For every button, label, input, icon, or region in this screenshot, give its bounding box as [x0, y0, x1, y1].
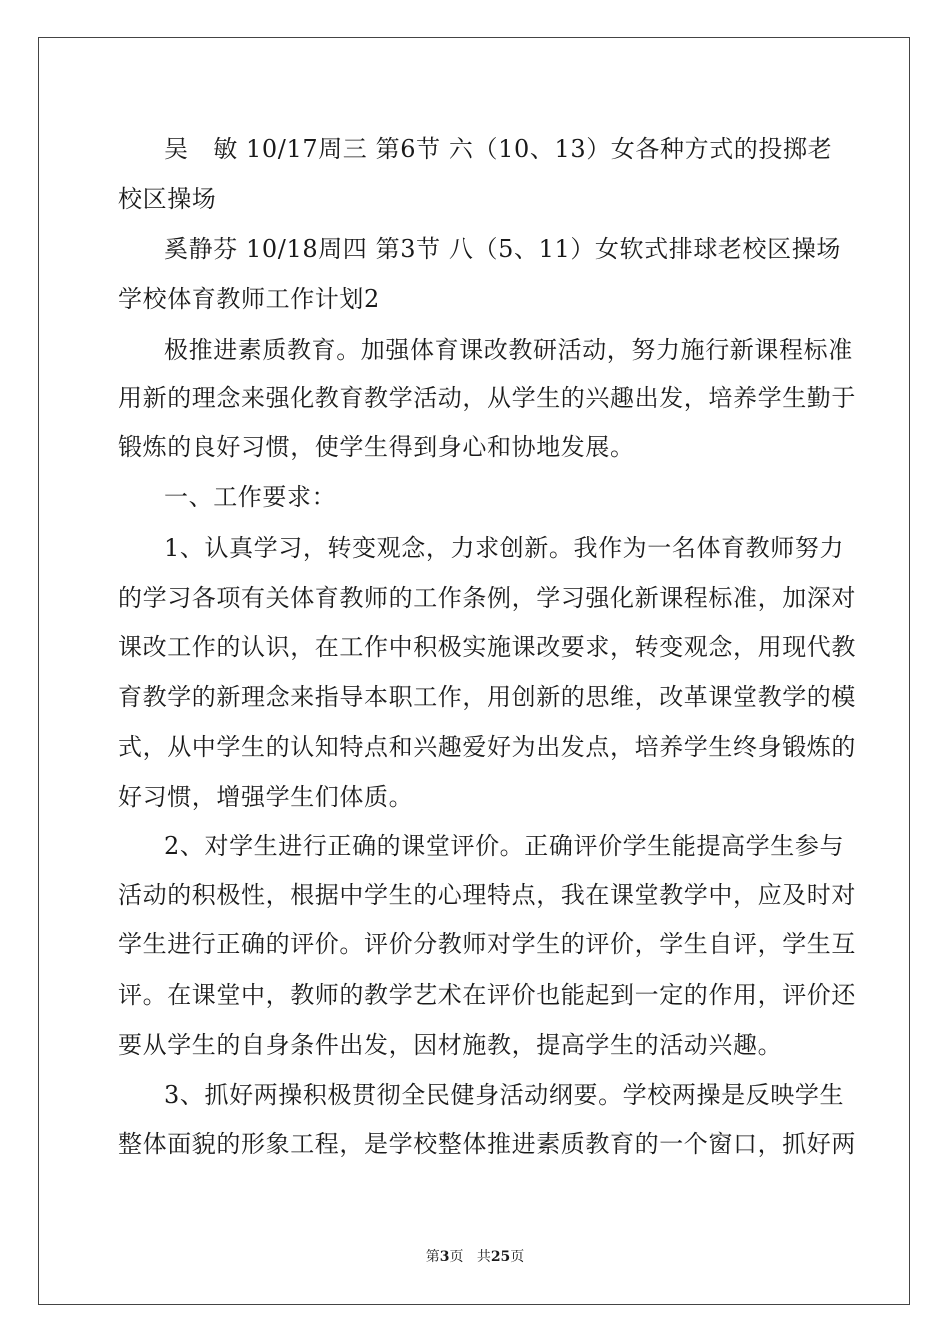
text-line: 好习惯，增强学生们体质。 [118, 783, 414, 811]
text-line: 极推进素质教育。加强体育课改教研活动，努力施行新课程标准 [164, 336, 853, 364]
text-line: 学生进行正确的评价。评价分教师对学生的评价，学生自评，学生互 [118, 930, 856, 958]
section-heading: 学校体育教师工作计划2 [118, 285, 380, 313]
page-prefix: 第 [425, 1249, 440, 1265]
text-line: 校区操场 [118, 185, 217, 213]
page-suffix: 页 [449, 1249, 464, 1265]
page-border [38, 37, 910, 1305]
text-line: 育教学的新理念来指导本职工作，用创新的思维，改革课堂教学的模 [118, 683, 856, 711]
text-line: 2、对学生进行正确的课堂评价。正确评价学生能提高学生参与 [164, 832, 845, 860]
text-line: 奚静芬 10/18周四 第3节 八（5、11）女软式排球老校区操场 [164, 235, 841, 263]
text-line: 评。在课堂中，教师的教学艺术在评价也能起到一定的作用，评价还 [118, 981, 856, 1009]
text-line: 活动的积极性，根据中学生的心理特点，我在课堂教学中，应及时对 [118, 881, 856, 909]
text-line: 用新的理念来强化教育教学活动，从学生的兴趣出发，培养学生勤于 [118, 384, 856, 412]
text-line: 一、工作要求： [164, 483, 337, 511]
text-line: 式，从中学生的认知特点和兴趣爱好为出发点，培养学生终身锻炼的 [118, 733, 856, 761]
text-line: 要从学生的自身条件出发，因材施教，提高学生的活动兴趣。 [118, 1031, 783, 1059]
total-prefix: 共 [476, 1249, 491, 1265]
total-suffix: 页 [510, 1249, 525, 1265]
total-pages: 25 [490, 1249, 511, 1265]
text-line: 锻炼的良好习惯，使学生得到身心和协地发展。 [118, 433, 635, 461]
page-footer [0, 1246, 950, 1266]
text-line: 课改工作的认识，在工作中积极实施课改要求，转变观念，用现代教 [118, 633, 856, 661]
page-number: 3 [439, 1249, 450, 1265]
text-line: 1、认真学习，转变观念，力求创新。我作为一名体育教师努力 [164, 534, 845, 562]
text-line: 整体面貌的形象工程，是学校整体推进素质教育的一个窗口，抓好两 [118, 1130, 856, 1158]
text-line: 3、抓好两操积极贯彻全民健身活动纲要。学校两操是反映学生 [164, 1081, 845, 1109]
text-line: 的学习各项有关体育教师的工作条例，学习强化新课程标准，加深对 [118, 584, 856, 612]
text-line: 吴 敏 10/17周三 第6节 六（10、13）女各种方式的投掷老 [164, 135, 833, 163]
